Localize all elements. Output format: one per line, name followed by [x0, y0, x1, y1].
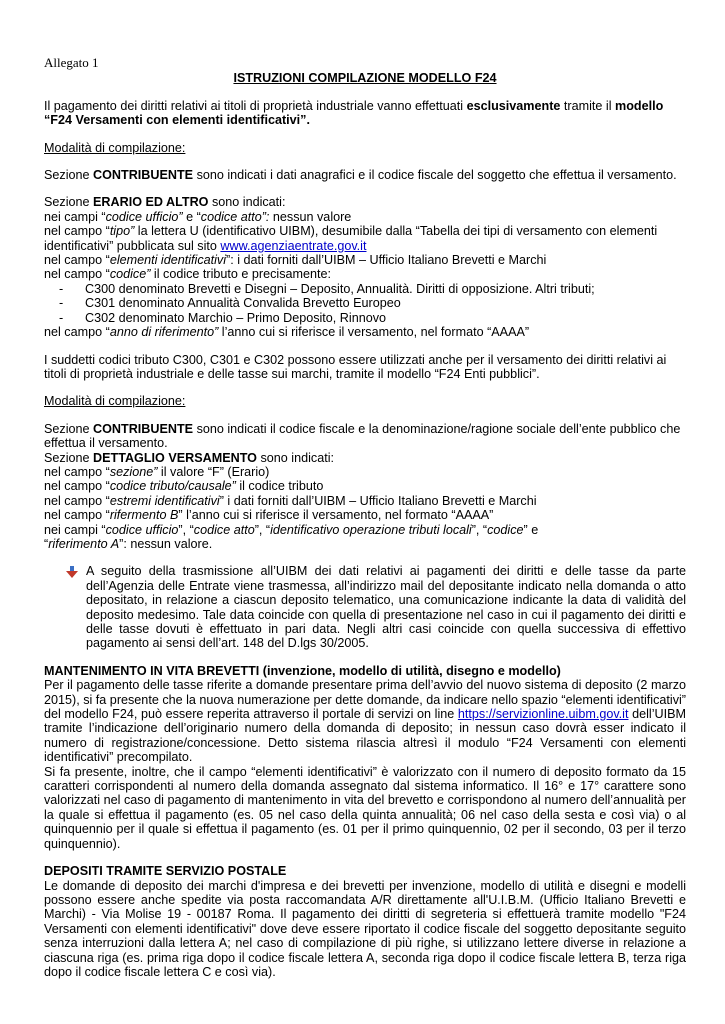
- page-title: ISTRUZIONI COMPILAZIONE MODELLO F24: [233, 71, 497, 86]
- postale-heading: DEPOSITI TRAMITE SERVIZIO POSTALE: [44, 864, 287, 879]
- italic-text: elementi identificativi: [109, 253, 227, 268]
- codice-list-item: [44, 296, 686, 310]
- dash-marker: -: [59, 296, 64, 311]
- text: nel campo “: [44, 253, 110, 268]
- postale-paragraph: Le domande di deposito dei marchi d'impresa e dei brevetti per invenzione, modello di utilità e disegni e modelli possono essere anche spedite via posta raccomandata A/R direttamente all'U.I.B.M. (Ufficio Italiano Brevetti e Marchi) - Via Molise 19 - 00187 Roma. Il pagamento dei diritti di segreteria si effettuerà tramite modello "F24 Versamenti con elementi identificativi" dove deve essere riportato il codice fiscale del soggetto depositante seguito senza interruzioni dalla lettera A; nel caso di compilazione di più righe, si utilizzano lettere diverse in relazione a ciascuna riga (es. prima riga dopo il codice fiscale lettera A, seconda riga dopo il codice fiscale lettera B, terza riga dopo il codice fiscale lettera C e così via).: [44, 878, 686, 979]
- text: sono indicati:: [256, 450, 334, 465]
- dettaglio-line-2: [44, 479, 686, 493]
- text: nei campi “: [44, 209, 106, 224]
- trasmissione-bullet: [44, 564, 686, 650]
- text: ” e: [523, 522, 539, 537]
- bold-text: DETTAGLIO VERSAMENTO: [93, 450, 257, 465]
- intro-bold-1: esclusivamente: [466, 98, 561, 113]
- intro-text-2: tramite il: [560, 98, 615, 113]
- erario-line-5: [44, 325, 686, 339]
- contribuente-paragraph-2: [44, 422, 686, 451]
- text: ”: i dati forniti dall’UIBM – Ufficio Italiano Brevetti e Marchi: [226, 253, 547, 268]
- dettaglio-heading: [44, 451, 686, 465]
- text: il codice tributo e precisamente:: [150, 267, 332, 282]
- codice-list-item: [44, 282, 686, 296]
- text: nel campo “: [44, 224, 110, 239]
- erario-line-4: [44, 267, 686, 281]
- text: il valore “F” (Erario): [157, 464, 270, 479]
- text: ”, “: [471, 522, 488, 537]
- italic-text: identificativo operazione tributi locali: [270, 522, 472, 537]
- italic-text: codice atto: [193, 522, 255, 537]
- dash-marker: -: [59, 281, 64, 296]
- text: il codice tributo: [235, 479, 324, 494]
- text: ”: nessun valore.: [119, 536, 213, 551]
- section-heading-modalita-2: Modalità di compilazione:: [44, 394, 186, 409]
- dettaglio-line-6: [44, 537, 686, 551]
- text: la lettera U (identificativo UIBM), desumibile dalla “Tabella dei tipi di versamento con elementi identificativi” pubblicata sul sito: [44, 224, 658, 253]
- italic-text: codice tributo/causale”: [109, 479, 236, 494]
- erario-line-1: [44, 210, 686, 224]
- text: sono indicati il codice fiscale e la denominazione/ragione sociale dell’ente pubblico che effettua il versamento.: [44, 421, 681, 451]
- text: ”, “: [178, 522, 194, 537]
- italic-text: anno di riferimento”: [109, 325, 219, 340]
- italic-text: codice: [487, 522, 524, 537]
- italic-text: codice ufficio: [105, 522, 179, 537]
- bullet-text: A seguito della trasmissione all’UIBM dei dati relativi ai pagamenti dei diritti e delle tasse da parte dell’Agenzia delle Entrate viene trasmessa, all’indirizzo mail del depositante indicato nella domanda o atto depositato, in relazione a ciascun deposito telematico, una comunicazione indicante la data di validità del deposito medesimo. Tale data coincide con quella di presentazione nel caso in cui il pagamento dei diritti e delle tasse dovuti è effettuato in pari data. Negli altri casi coincide con quella successiva di effettivo pagamento ai sensi dell’art. 148 del D.lgs 30/2005.: [86, 564, 686, 651]
- list-item-text: C300 denominato Brevetti e Disegni – Deposito, Annualità. Diritti di opposizione. Altri tributi;: [85, 281, 595, 296]
- text: nei campi “: [44, 522, 106, 537]
- italic-text: tipo”: [109, 224, 135, 239]
- codice-list-item: [44, 311, 686, 325]
- text: e “: [182, 209, 201, 224]
- erario-section: [44, 195, 686, 339]
- text: Sezione: [44, 421, 94, 436]
- mantenimento-paragraph-2: Si fa presente, inoltre, che il campo “elementi identificativi” è valorizzato con il numero di deposito formato da 15 caratteri corrispondenti al numero della domanda assegnato dal sistema informatico. Il 16° e 17° carattere sono valorizzati nel caso di pagamento di mantenimento in vita del brevetto e corrispondono al numero dell’annualità per la quale si effettua il pagamento (es. 05 nel caso della quinta annualità; 06 nel caso della sesta e così via) o al quinquennio per il quale si effettua il pagamento (es. 01 per il primo quinquennio, 02 per il secondo, 03 per il terzo quinquennio).: [44, 764, 686, 851]
- bold-text: CONTRIBUENTE: [93, 421, 194, 436]
- text: dell’UIBM tramite l’indicazione dell’originario numero della domanda di deposito; in nessun caso dovrà esser indicato il numero di registrazione/concessione. Detto sistema rilascia altresì il modulo “F24 Versamenti con elementi identificativi” precompilato.: [44, 707, 686, 765]
- text: l’anno cui si riferisce il versamento, nel formato “AAAA”: [218, 325, 530, 340]
- agenzia-entrate-link[interactable]: www.agenziaentrate.gov.it: [220, 238, 367, 253]
- mantenimento-heading: MANTENIMENTO IN VITA BREVETTI (invenzione, modello di utilità, disegno e modello): [44, 663, 561, 678]
- servizionline-link[interactable]: https://servizionline.uibm.gov.it: [457, 707, 629, 722]
- text: Sezione: [44, 168, 94, 183]
- erario-line-2: [44, 224, 686, 253]
- text: sono indicati i dati anagrafici e il codice fiscale del soggetto che effettua il versamento.: [193, 168, 677, 183]
- text: nel campo “: [44, 493, 110, 508]
- dettaglio-line-3: [44, 494, 686, 508]
- text: ” l’anno cui si riferisce il versamento, nel formato “AAAA”: [178, 508, 494, 523]
- text: nel campo “: [44, 508, 110, 523]
- bold-text: CONTRIBUENTE: [93, 168, 194, 183]
- dettaglio-section: [44, 451, 686, 552]
- contribuente-paragraph-1: [44, 168, 686, 182]
- allegato-label: Allegato 1: [44, 55, 99, 70]
- erario-heading: [44, 195, 686, 209]
- text: Sezione: [44, 450, 94, 465]
- text: “: [44, 536, 49, 551]
- dash-marker: -: [59, 310, 64, 325]
- text: ” i dati forniti dall’UIBM – Ufficio Italiano Brevetti e Marchi: [219, 493, 537, 508]
- bold-text: ERARIO ED ALTRO: [93, 195, 209, 210]
- text: nel campo “: [44, 479, 110, 494]
- document-page: [44, 56, 686, 979]
- text: Per il pagamento delle tasse riferite a domande presentare prima dell’avvio del nuovo sistema di deposito (2 marzo 2015), si fa presente che la nuova numerazione per dette domande, da indicare nello spazio “elementi identificativi” del modello F24, può essere reperita attraverso il portale di servizi on line: [44, 678, 686, 722]
- intro-paragraph: [44, 99, 686, 128]
- text: sono indicati:: [208, 195, 286, 210]
- text: nessun valore: [269, 209, 352, 224]
- text: nel campo “: [44, 464, 110, 479]
- section-heading-modalita-1: Modalità di compilazione:: [44, 140, 186, 155]
- italic-text: codice”: [109, 267, 151, 282]
- text: nel campo “: [44, 267, 110, 282]
- text: ”, “: [254, 522, 271, 537]
- suddetti-paragraph: I suddetti codici tributo C300, C301 e C302 possono essere utilizzati anche per il versamento dei diritti relativi ai titoli di proprietà industriale e delle tasse sui marchi, tramite il modello “F24 Enti pubblici”.: [44, 352, 667, 381]
- italic-text: codice ufficio”: [105, 209, 183, 224]
- mantenimento-paragraph-1: [44, 678, 686, 764]
- list-item-text: C302 denominato Marchio – Primo Deposito, Rinnovo: [85, 310, 387, 325]
- dettaglio-line-1: [44, 465, 686, 479]
- erario-line-3: [44, 253, 686, 267]
- list-item-text: C301 denominato Annualità Convalida Brevetto Europeo: [85, 296, 401, 311]
- dettaglio-line-4: [44, 508, 686, 522]
- intro-text-1: Il pagamento dei diritti relativi ai titoli di proprietà industriale vanno effettuati: [44, 98, 467, 113]
- italic-text: rifermento B: [109, 508, 179, 523]
- arrow-bullet-icon: [66, 566, 78, 578]
- text: nel campo “: [44, 325, 110, 340]
- dettaglio-line-5: [44, 523, 686, 537]
- text: Sezione: [44, 195, 94, 210]
- intro-bold-2: modello “F24 Versamenti con elementi identificativi”.: [44, 98, 664, 128]
- italic-text: sezione”: [109, 464, 158, 479]
- italic-text: riferimento A: [48, 536, 120, 551]
- italic-text: codice atto”:: [200, 209, 270, 224]
- italic-text: estremi identificativi: [109, 493, 220, 508]
